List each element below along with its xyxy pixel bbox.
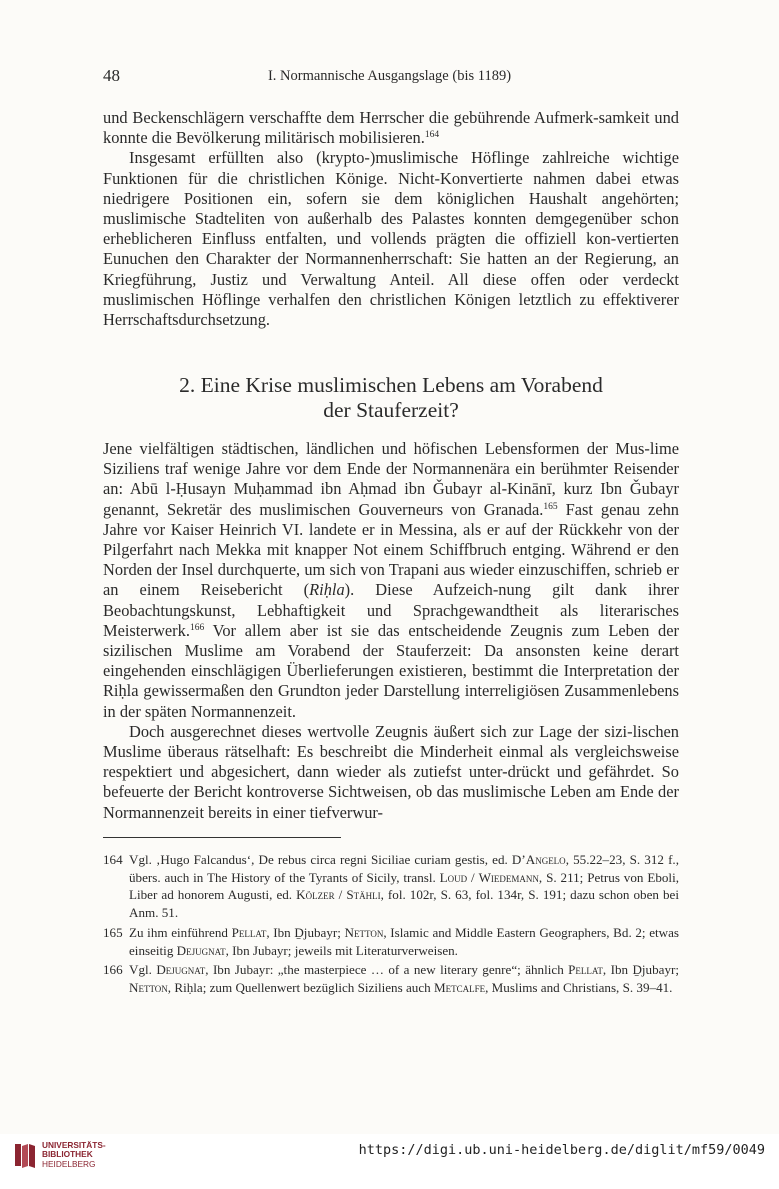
paragraph-2: Insgesamt erfüllten also (krypto-)muslimische Höflinge zahlreiche wichtige Funktionen für die christlichen Könige. Nicht-Konvertierte nahmen dabei etwas niedrigere Positionen ein, sofern sie dem königlichen Haushalt angehörten; muslimische Stadteliten von außerhalb des Palastes konnten demgegenüber schon erheblicheren Einfluss entfalten, und vollends prägten die offiziell kon-vertierten Eunuchen den Charakter der Normannenherrschaft: Sie hatten an der Regierung, an Kriegführung, Justiz und Verwaltung Anteil. All diese offen oder verdeckt muslimischen Höflinge verhalfen den christlichen Königen letztlich zu effektiverer Herrschaftsdurchsetzung. [103,148,679,330]
paragraph-4: Doch ausgerechnet dieses wertvolle Zeugnis äußert sich zur Lage der sizi-lischen Muslime überaus rätselhaft: Es beschreibt die Minderheit einmal als vergleichsweise respektiert und abgesichert, dann wieder als zutiefst unter-drückt und gefährdet. So befeuerte der Bericht kontroverse Sichtweisen, ob das muslimische Leben am Ende der Normannenzeit bereits in einer tiefverwur- [103,721,679,822]
footnote-text: Zu ihm einführend Pellat, Ibn Ḏjubayr; Netton, Islamic and Middle Eastern Geographers, Bd. 2; etwas einseitig Dejugnat, Ibn Jubayr; jeweils mit Literaturverweisen. [129,924,680,958]
paragraph-1: und Beckenschlägern verschaffte dem Herrscher die gebührende Aufmerk-samkeit und konnte die Bevölkerung militärisch mobilisieren.$^{164}$ [103,108,679,148]
footnote-rule [103,837,341,838]
footnote-166 [103,961,679,996]
section-heading-line-2: der Stauferzeit? [323,398,459,422]
footnote-number: 164 [103,852,123,867]
library-logo[interactable] [12,1140,106,1170]
footnote-164 [103,851,679,922]
library-name: UNIVERSITÄTS- BIBLIOTHEK HEIDELBERG [42,1140,106,1169]
body-text-section [103,439,679,823]
section-heading [103,373,679,423]
footnote-text: Vgl. ‚Hugo Falcandus‘, De rebus circa regni Siciliae curiam gestis, ed. D’Angelo, 55.22–23, S. 312 f., übers. auch in The History of the Tyrants of Sicily, transl. Loud / Wiedemann, S. 211; Petrus von Eboli, Liber ad honorem Augusti, ed. Kölzer / Stähli, fol. 102r, S. 63, fol. 134r, S. 191; dazu schon oben bei Anm. 51. [129,852,679,921]
source-url[interactable]: https://digi.ub.uni-heidelberg.de/diglit/mf59/0049 [358,1142,765,1158]
footnotes [103,851,679,999]
running-head: I. Normannische Ausgangslage (bis 1189) [267,68,512,84]
footnote-165 [103,924,679,959]
page-number: 48 [103,66,120,85]
footnote-ref-165[interactable]: 165 [543,501,558,512]
footnote-ref-166[interactable]: 166 [189,622,205,633]
footnote-ref-164[interactable]: 164 [424,130,440,141]
footnote-text: Vgl. Dejugnat, Ibn Jubayr: „the masterpiece … of a new literary genre“; ähnlich Pellat, Ibn Ḏjubayr; Netton, Riḥla; zum Quellenwert bezüglich Siziliens auch Metcalfe, Muslims and Christians, S. 39–41. [129,962,679,995]
body-text-top [103,108,679,330]
italic-rihla: Riḥla [309,580,345,600]
paragraph-3: Jene vielfältigen städtischen, ländlichen und höfischen Lebensformen der Mus-lime Siziliens traf wenige Jahre vor dem Ende der Normannenära ein berühmter Reisender an: Abū l-Ḥusayn Muḥammad ibn Aḥmad ibn Ǧubayr al-Kinānī, kurz Ibn Ǧubayr genannt, Sekretär des muslimischen Gouverneurs von Granada.$^{165}$ Fast genau zehn Jahre vor Kaiser Heinrich VI. landete er in Messina, als er auf der Rückkehr von der Pilgerfahrt nach Mekka mit knapper Not einem Schiffbruch entging. Während er den Norden der Insel durchquerte, um sich von Trapani aus wieder einzuschiffen, schrieb er an einem Reisebericht (Riḥla). Diese Aufzeich-nung gilt dank ihrer Beobachtungskunst, Lebhaftigkeit und Sprachgewandtheit als literarisches Meisterwerk.$^{166}$ Vor allem aber ist sie das entscheidende Zeugnis zum Leben der sizilischen Muslime am Vorabend der Stauferzeit: Da ansonsten keine derart eingehenden einschlägigen Überlieferungen existieren, bestimmt die Interpretation der Riḥla gewissermaßen den Grundton jeder Darstellung interreligiösen Zusammenlebens in der späten Normannenzeit. [103,439,679,721]
footnote-number: 165 [103,924,123,940]
library-logo-icon [12,1140,38,1170]
digitization-footer [0,1134,779,1189]
section-heading-line-1: 2. Eine Krise muslimischen Lebens am Vorabend [179,373,603,397]
footnote-number: 166 [103,962,123,978]
